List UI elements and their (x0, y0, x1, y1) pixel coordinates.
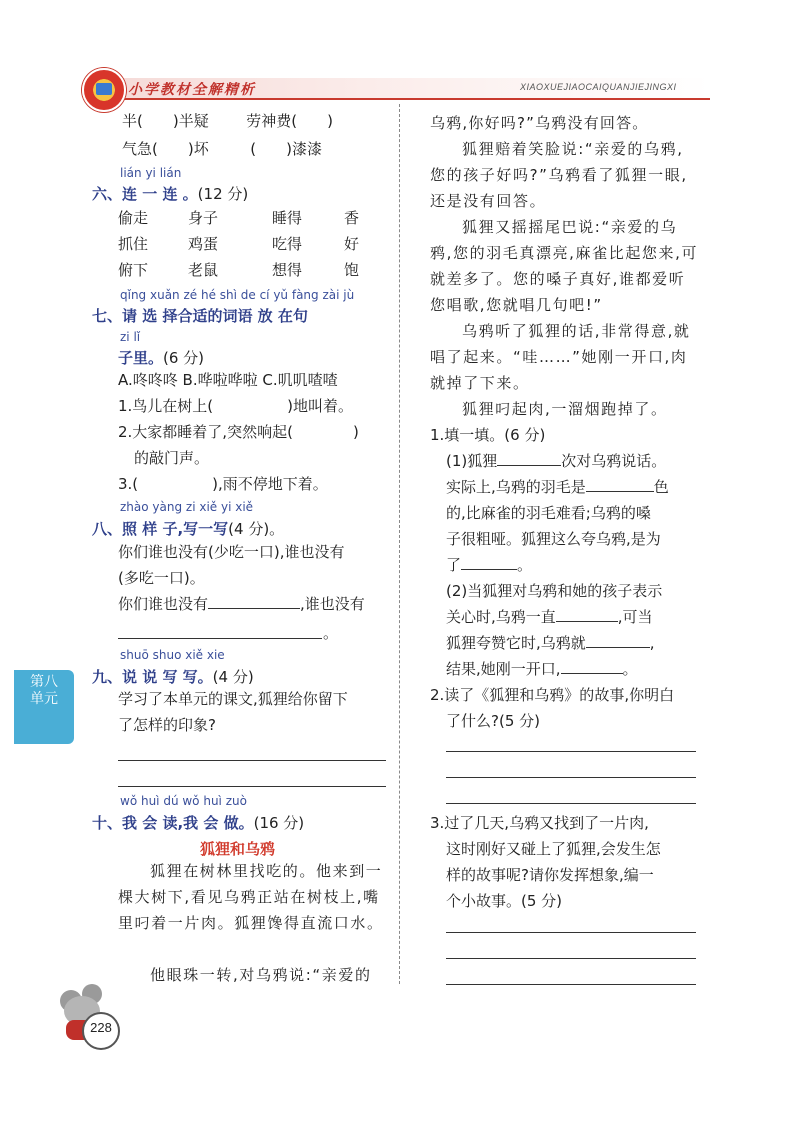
q1-line-5: 了 。 (446, 556, 533, 574)
sec8-heading: 八、照 样 子,写一写(4 分)。 (92, 520, 285, 538)
q1-line-7: 关心时,乌鸦一直 ,可当 (446, 608, 653, 626)
unit-side-tab (14, 670, 74, 744)
sec8-pinyin: zhào yàng zi xiě yi xiě (120, 500, 254, 514)
sec10-heading: 十、我 会 读,我 会 做。(16 分) (92, 814, 305, 832)
story-cont-line: 乌鸦,你好吗?”乌鸦没有回答。 (430, 114, 649, 132)
sec7-pinyin-2: zi lǐ (120, 330, 141, 344)
sec9-pinyin: shuō shuo xiě xie (120, 648, 225, 662)
q3-line-2: 这时刚好又碰上了狐狸,会发生怎 (446, 840, 661, 858)
header-title: 小学教材全解精析 (128, 82, 256, 98)
q2-line-1: 2.读了《狐狸和乌鸦》的故事,你明白 (430, 686, 675, 704)
answer-underline[interactable] (446, 958, 696, 959)
idiom-row-2: 气急( )坏 ( )漆漆 (122, 140, 322, 158)
sec8-example-1: 你们谁也没有(少吃一口),谁也没有 (118, 543, 345, 561)
page-number: 228 (90, 1020, 112, 1035)
sec9-line-2: 了怎样的印象? (118, 716, 216, 734)
idiom-row-1: 半( )半疑 劳神费( ) (122, 112, 333, 130)
sec7-pinyin-1: qǐng xuǎn zé hé shì de cí yǔ fàng zài jù (120, 288, 355, 302)
q2-line-2: 了什么?(5 分) (446, 712, 540, 730)
q1-line-9: 结果,她刚一开口, 。 (446, 660, 638, 678)
publisher-logo-icon (82, 68, 126, 112)
q3-line-3: 样的故事呢?请你发挥想象,编一 (446, 866, 654, 884)
story-paragraph-1: 狐狸在树林里找吃的。他来到一棵大树下,看见乌鸦正站在树枝上,嘴里叼着一片肉。狐狸馋得直流口水。 (118, 862, 384, 932)
answer-blank[interactable] (556, 621, 618, 622)
q3-line-4: 个小故事。(5 分) (446, 892, 563, 910)
sec9-heading: 九、说 说 写 写。(4 分) (92, 668, 254, 686)
sec8-answer-line: 你们谁也没有 ,谁也没有 (118, 595, 365, 613)
q1-line-3: 的,比麻雀的羽毛难看;乌鸦的嗓 (446, 504, 651, 522)
story-title: 狐狸和乌鸦 (200, 840, 276, 858)
story-paragraph-2: 他眼珠一转,对乌鸦说:“亲爱的 (150, 966, 372, 984)
match-row-1: 偷走 身子 睡得 香 (118, 209, 360, 227)
sec8-period: 。 (323, 624, 339, 642)
sec7-q1: 1.鸟儿在树上( )地叫着。 (118, 397, 354, 415)
sec8-example-2: (多吃一口)。 (118, 569, 205, 587)
story-paragraph-4: 狐狸又摇摇尾巴说:“亲爱的乌鸦,您的羽毛真漂亮,麻雀比起您来,可就差多了。您的嗓子真好,谁都爱听您唱歌,您就唱几句吧!” (430, 218, 699, 314)
sec7-q2-cont: 的敲门声。 (134, 449, 210, 467)
answer-blank[interactable] (497, 465, 561, 466)
sec7-options: A.咚咚咚 B.哗啦哗啦 C.叽叽喳喳 (118, 371, 338, 389)
sec7-q3: 3.( ),雨不停地下着。 (118, 475, 328, 493)
answer-underline[interactable] (446, 751, 696, 752)
q1-line-2: 实际上,乌鸦的羽毛是 色 (446, 478, 669, 496)
q1-title: 1.填一填。(6 分) (430, 426, 546, 444)
answer-blank[interactable] (461, 569, 517, 570)
story-paragraph-5: 乌鸦听了狐狸的话,非常得意,就唱了起来。“哇……”她刚一开口,肉就掉了下来。 (430, 322, 691, 392)
answer-blank[interactable] (586, 491, 654, 492)
sec10-pinyin: wǒ huì dú wǒ huì zuò (120, 794, 247, 808)
q3-line-1: 3.过了几天,乌鸦又找到了一片肉, (430, 814, 649, 832)
match-row-2: 抓住 鸡蛋 吃得 好 (118, 235, 360, 253)
story-paragraph-3: 狐狸赔着笑脸说:“亲爱的乌鸦,您的孩子好吗?”乌鸦看了狐狸一眼,还是没有回答。 (430, 140, 688, 210)
q1-line-6: (2)当狐狸对乌鸦和她的孩子表示 (446, 582, 663, 600)
answer-blank[interactable] (208, 608, 300, 609)
answer-underline[interactable] (446, 984, 696, 985)
answer-underline[interactable] (446, 932, 696, 933)
answer-underline[interactable] (118, 760, 386, 761)
sec7-heading-1: 七、请 选 择合适的词语 放 在句 (92, 307, 308, 325)
sec9-line-1: 学习了本单元的课文,狐狸给你留下 (118, 690, 348, 708)
q1-line-1: (1)狐狸 次对乌鸦说话。 (446, 452, 667, 470)
answer-underline[interactable] (118, 786, 386, 787)
match-row-3: 俯下 老鼠 想得 饱 (118, 261, 360, 279)
sec7-q2: 2.大家都睡着了,突然响起( ) (118, 423, 359, 441)
sec6-heading: 六、连 一 连 。(12 分) (92, 185, 249, 203)
sec7-heading-2: 子里。(6 分) (118, 349, 205, 367)
answer-underline[interactable] (446, 777, 696, 778)
answer-blank[interactable] (586, 647, 650, 648)
q1-line-4: 子很粗哑。狐狸这么夸乌鸦,是为 (446, 530, 661, 548)
answer-blank[interactable] (561, 673, 623, 674)
header-pinyin-title: XIAOXUEJIAOCAIQUANJIEJINGXI (520, 82, 677, 92)
answer-underline[interactable] (118, 638, 322, 639)
answer-underline[interactable] (446, 803, 696, 804)
q1-line-8: 狐狸夸赞它时,乌鸦就 , (446, 634, 655, 652)
story-paragraph-6: 狐狸叼起肉,一溜烟跑掉了。 (462, 400, 668, 418)
column-divider (399, 104, 401, 984)
unit-side-tab-label: 第八单元 (30, 674, 58, 707)
sec6-pinyin: lián yi lián (120, 166, 182, 180)
